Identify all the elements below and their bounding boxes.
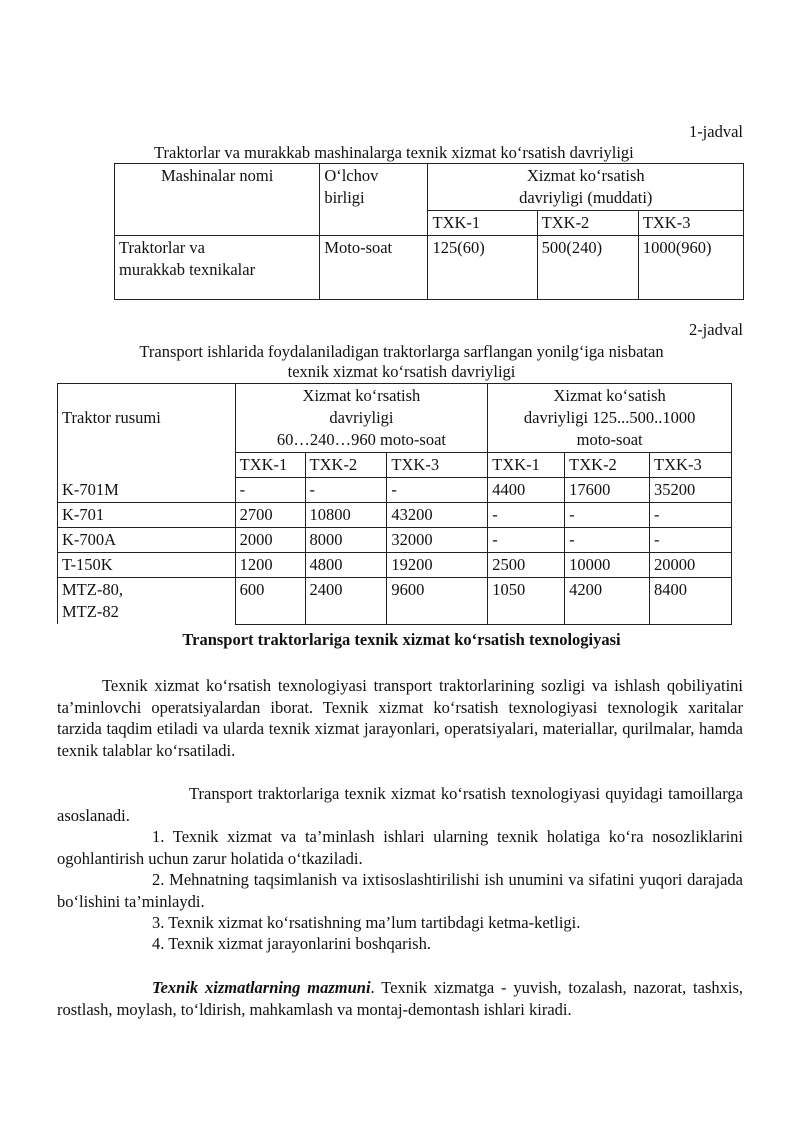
table2-cell: - [565, 503, 650, 528]
table2-cell: 17600 [565, 478, 650, 503]
table-row [115, 236, 744, 300]
table1-cell-txk1: 125(60) [428, 236, 537, 300]
table2-cell-model: K-700A [58, 528, 236, 553]
table2-cell: 19200 [387, 553, 488, 578]
table2-cell-model: MTZ-80, MTZ-82 [58, 578, 236, 625]
table2-cell: - [565, 528, 650, 553]
table2-header-a-txk2: TXK-2 [305, 453, 387, 478]
table2-cell: 10000 [565, 553, 650, 578]
table1-cell-unit: Moto-soat [320, 236, 428, 300]
table2-header-b-txk3: TXK-3 [650, 453, 732, 478]
table2-cell: 4400 [488, 478, 565, 503]
table2 [57, 383, 732, 625]
table1-header-txk3: TXK-3 [638, 211, 743, 236]
table2-cell-model: K-701M [58, 478, 236, 503]
table2-header-group1: Xizmat ko‘rsatish davriyligi 60…240…960 moto-soat [235, 384, 488, 453]
section-heading: Transport traktorlariga texnik xizmat ko‘rsatish texnologiyasi [182, 630, 621, 649]
table1-header-txk2: TXK-2 [537, 211, 638, 236]
table2-cell-model: K-701 [58, 503, 236, 528]
list-item: 1. Texnik xizmat va ta’minlash ishlari ularning texnik holatiga ko‘ra nosozliklarini ogohlantirish uchun zarur holatida o‘tkaziladi. [57, 827, 743, 868]
table2-header-model-spacer [58, 453, 236, 478]
table1-cell-txk3: 1000(960) [638, 236, 743, 300]
section-paragraph-1: Texnik xizmat ko‘rsatish texnologiyasi transport traktorlarining sozligi va ishlash qobiliyatini ta’minlovchi operatsiyalardan iborat. Texnik xizmat ko‘rsatish texnologiyasi texnologik xaritalar tarzida taqdim etiladi va ularda texnik xizmat jarayonlari, operatsiyalari, materiallar, qurilmalar, hamda texnik talablar ko‘rsatiladi. [57, 676, 743, 760]
table1-header-unit: O‘lchov birligi [320, 164, 428, 236]
table2-header-a-txk1: TXK-1 [235, 453, 305, 478]
table2-cell: 20000 [650, 553, 732, 578]
table2-cell: 2700 [235, 503, 305, 528]
table2-cell: 8000 [305, 528, 387, 553]
table2-title-line1: Transport ishlarida foydalaniladigan traktorlarga sarflangan yonilg‘iga nisbatan [139, 342, 664, 361]
table2-cell: 1050 [488, 578, 565, 625]
table2-cell: 1200 [235, 553, 305, 578]
table2-cell: 8400 [650, 578, 732, 625]
table-row [58, 578, 732, 625]
table2-cell: - [650, 503, 732, 528]
table2-header-group2: Xizmat ko‘satish davriyligi 125...500..1000 moto-soat [488, 384, 732, 453]
table-row [58, 528, 732, 553]
table2-title-line2: texnik xizmat ko‘rsatish davriyligi [287, 362, 516, 381]
table-row [58, 503, 732, 528]
table1 [114, 163, 744, 300]
table2-cell: 2000 [235, 528, 305, 553]
table2-header-a-txk3: TXK-3 [387, 453, 488, 478]
table2-cell: 10800 [305, 503, 387, 528]
table1-cell-txk2: 500(240) [537, 236, 638, 300]
section-paragraph-3-text: . Texnik xizmatga - yuvish, tozalash, nazorat, tashxis, rostlash, moylash, to‘ldirish, mahkamlash va montaj-demontash ishlari kiradi. [57, 978, 743, 1019]
table2-header-b-txk2: TXK-2 [565, 453, 650, 478]
table-row [58, 553, 732, 578]
list-item: 2. Mehnatning taqsimlanish va ixtisoslashtirilishi ish unumini va sifatini yuqori darajada bo‘lishini ta’minlaydi. [57, 870, 743, 911]
table2-cell: 600 [235, 578, 305, 625]
table2-cell: 9600 [387, 578, 488, 625]
table2-cell: 2500 [488, 553, 565, 578]
table1-header-period: Xizmat ko‘rsatish davriyligi (muddati) [428, 164, 744, 211]
table2-cell: - [488, 503, 565, 528]
table2-cell: 32000 [387, 528, 488, 553]
table1-label: 1-jadval [688, 122, 743, 141]
section-paragraph-3 [57, 977, 743, 1020]
table2-cell: - [488, 528, 565, 553]
table2-cell: 4800 [305, 553, 387, 578]
table2-cell: - [387, 478, 488, 503]
table2-label: 2-jadval [688, 320, 743, 339]
table1-cell-name: Traktorlar va murakkab texnikalar [115, 236, 320, 300]
table2-cell: - [235, 478, 305, 503]
table2-cell: 2400 [305, 578, 387, 625]
table2-cell: 43200 [387, 503, 488, 528]
section-paragraph-3-lead: Texnik xizmatlarning mazmuni [152, 978, 371, 997]
table1-header-name: Mashinalar nomi [115, 164, 320, 236]
list-item: 4. Texnik xizmat jarayonlarini boshqarish. [152, 934, 431, 953]
table1-header-txk1: TXK-1 [428, 211, 537, 236]
table2-cell: 4200 [565, 578, 650, 625]
table2-header-model: Traktor rusumi [58, 384, 236, 453]
table-row [58, 478, 732, 503]
table1-title: Traktorlar va murakkab mashinalarga texnik xizmat ko‘rsatish davriyligi [154, 143, 634, 162]
table2-cell: 35200 [650, 478, 732, 503]
list-item: 3. Texnik xizmat ko‘rsatishning ma’lum tartibdagi ketma-ketligi. [152, 913, 581, 932]
section-paragraph-2: Transport traktorlariga texnik xizmat ko‘rsatish texnologiyasi quyidagi tamoillarga asoslanadi. [57, 784, 743, 825]
table2-cell: - [650, 528, 732, 553]
table2-cell-model: T-150K [58, 553, 236, 578]
table2-cell: - [305, 478, 387, 503]
table2-header-b-txk1: TXK-1 [488, 453, 565, 478]
